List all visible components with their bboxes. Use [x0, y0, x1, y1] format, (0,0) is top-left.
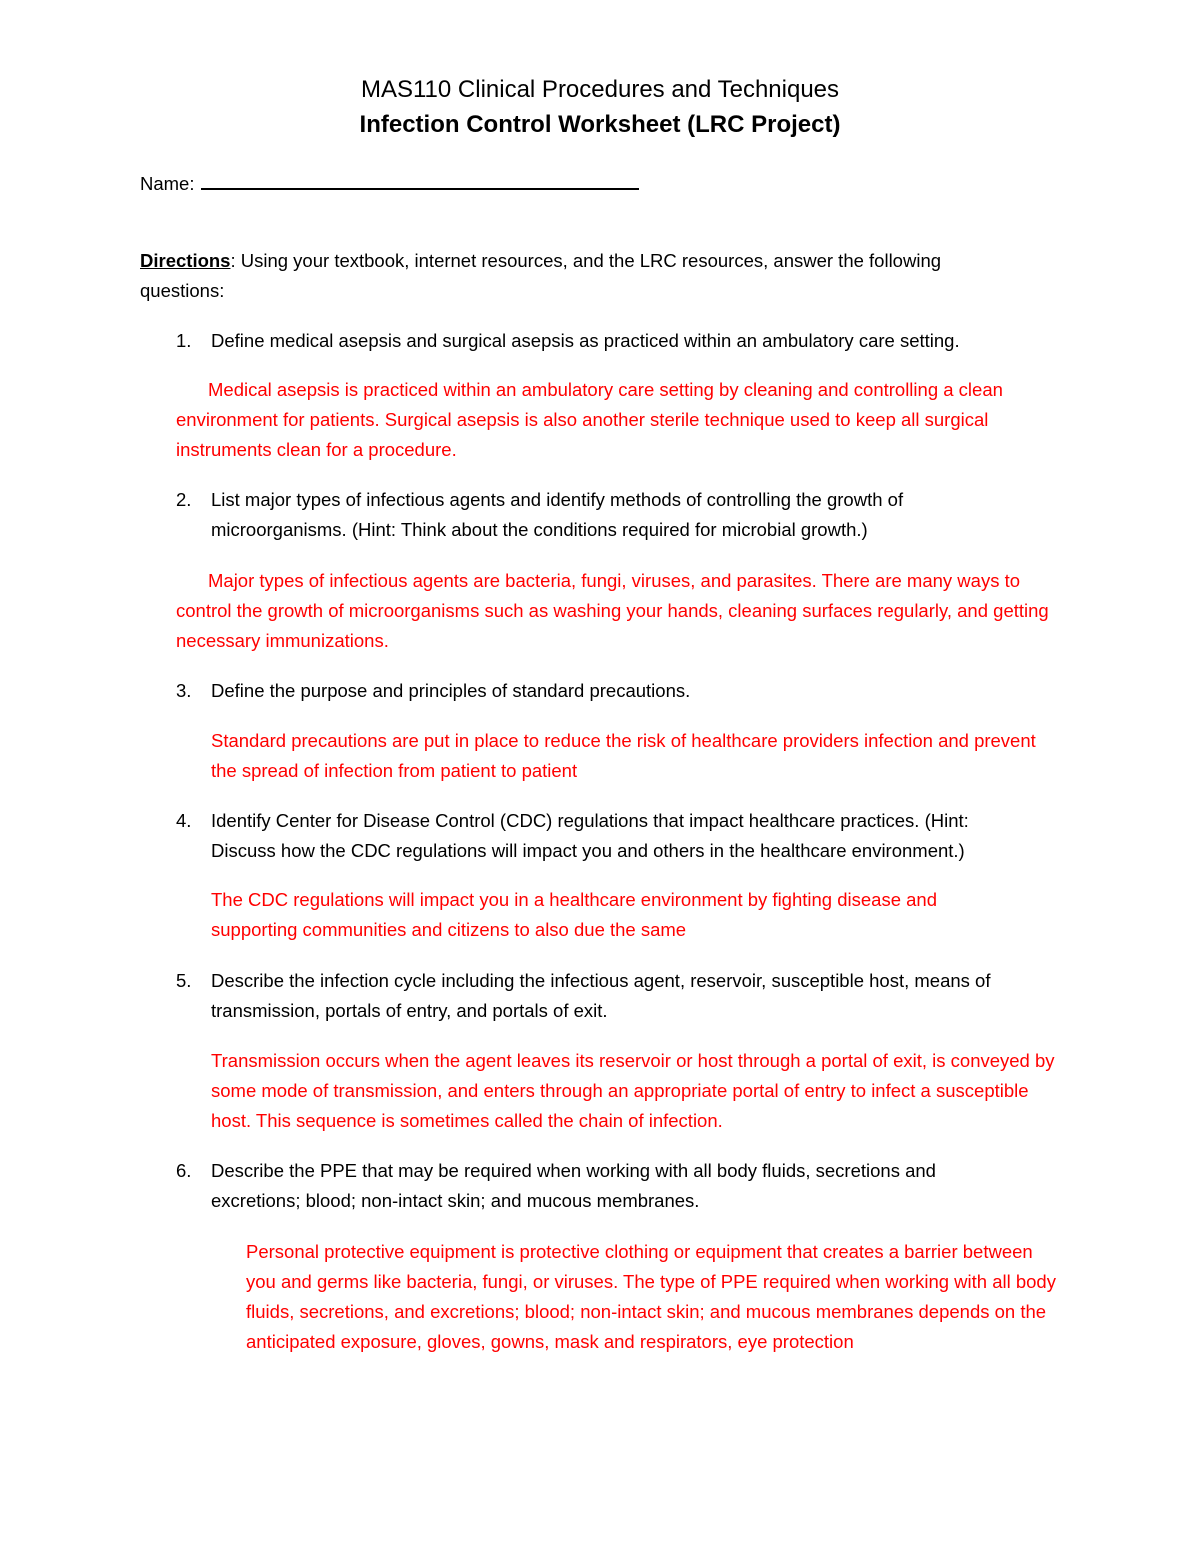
name-blank-line — [201, 168, 639, 190]
question-text: Describe the PPE that may be required when working with all body fluids, secretions and excretions; blood; non-intact skin; and mucous membranes. — [211, 1160, 936, 1211]
question-number: 4. — [176, 810, 192, 831]
directions-label: Directions — [140, 250, 231, 271]
worksheet-title: Infection Control Worksheet (LRC Project) — [359, 111, 841, 138]
question-number: 2. — [176, 489, 192, 510]
name-label: Name: — [140, 173, 195, 194]
question-5 — [176, 966, 1056, 1026]
question-text: Describe the infection cycle including the infectious agent, reservoir, susceptible host, means of transmission, portals of entry, and portals of exit. — [211, 970, 991, 1021]
directions — [140, 246, 1020, 306]
course-title: MAS110 Clinical Procedures and Techniques — [360, 76, 840, 103]
question-2 — [176, 485, 976, 545]
question-text: Identify Center for Disease Control (CDC) regulations that impact healthcare practices. (Hint: Discuss how the CDC regulations will impact you and others in the healthcare environment.) — [211, 810, 969, 861]
question-number: 5. — [176, 970, 192, 991]
answer-2: Major types of infectious agents are bacteria, fungi, viruses, and parasites. There are many ways to control the growth of microorganisms such as washing your hands, cleaning surfaces regularly, and getting necessary immunizations. — [176, 570, 1049, 651]
question-6 — [176, 1156, 1016, 1216]
question-text: Define the purpose and principles of standard precautions. — [211, 680, 691, 701]
question-number: 1. — [176, 330, 192, 351]
answer-6: Personal protective equipment is protective clothing or equipment that creates a barrier between you and germs like bacteria, fungi, or viruses. The type of PPE required when working with all body fluids, secretions, and excretions; blood; non-intact skin; and mucous membranes depends on the anticipated exposure, gloves, gowns, mask and respirators, eye protection — [246, 1241, 1056, 1352]
question-number: 3. — [176, 680, 192, 701]
answer-3: Standard precautions are put in place to reduce the risk of healthcare providers infection and prevent the spread of infection from patient to patient — [211, 730, 1036, 781]
question-1 — [176, 326, 1056, 356]
question-4 — [176, 806, 1036, 866]
question-text: List major types of infectious agents and identify methods of controlling the growth of microorganisms. (Hint: Think about the conditions required for microbial growth.) — [211, 489, 904, 540]
question-3 — [176, 676, 1056, 706]
answer-5: Transmission occurs when the agent leaves its reservoir or host through a portal of exit, is conveyed by some mode of transmission, and enters through an appropriate portal of entry to infect a susceptible host. This sequence is sometimes called the chain of infection. — [211, 1050, 1055, 1131]
directions-text: : Using your textbook, internet resources, and the LRC resources, answer the following questions: — [140, 250, 942, 301]
question-text: Define medical asepsis and surgical asepsis as practiced within an ambulatory care setting. — [211, 330, 960, 351]
name-field — [140, 168, 639, 197]
question-number: 6. — [176, 1160, 192, 1181]
answer-1: Medical asepsis is practiced within an ambulatory care setting by cleaning and controlling a clean environment for patients. Surgical asepsis is also another sterile technique used to keep all surgical instruments clean for a procedure. — [176, 379, 1003, 460]
answer-4: The CDC regulations will impact you in a healthcare environment by fighting disease and supporting communities and citizens to also due the same — [211, 889, 937, 940]
